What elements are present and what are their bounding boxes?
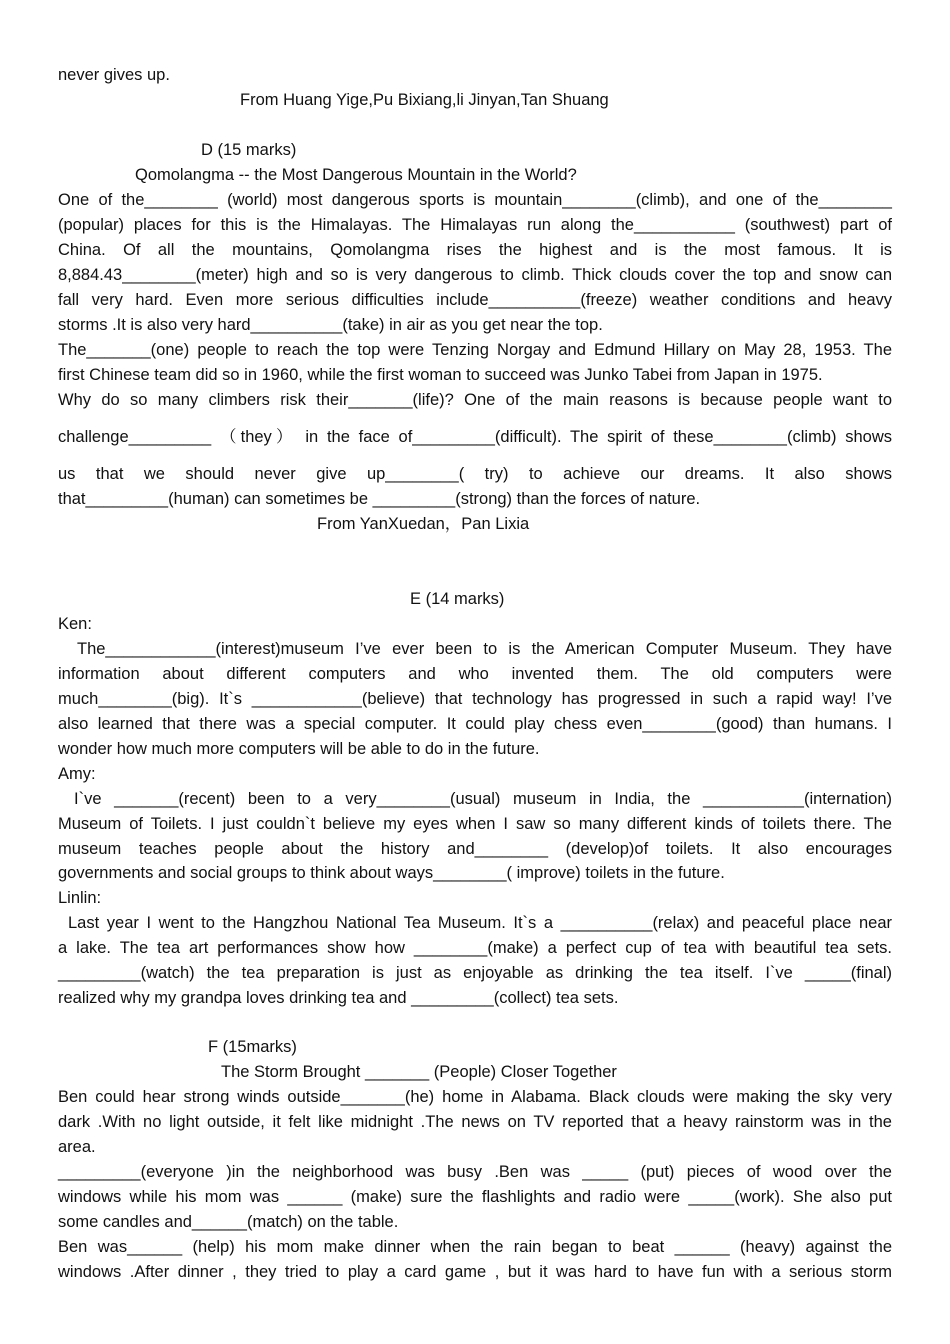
section-d-line: Why do so many climbers risk their_______(life)? One of the main reasons is because people want to (58, 391, 892, 409)
section-d-line: The_______(one) people to reach the top were Tenzing Norgay and Edmund Hillary on May 28, 1953. The (58, 341, 892, 359)
section-d-line: (popular) places for this is the Himalayas. The Himalayas run along the___________ (southwest) part of (58, 216, 892, 234)
section-f-line: dark .With no light outside, it felt like midnight .The news on TV reported that a heavy rainstorm was in the (58, 1113, 892, 1131)
section-f-line: Ben could hear strong winds outside_______(he) home in Alabama. Black clouds were making the sky very (58, 1088, 892, 1106)
section-d-line: One of the________ (world) most dangerous sports is mountain________(climb), and one of the________ (58, 191, 892, 209)
section-f-line: windows while his mom was ______ (make) sure the flashlights and radio were _____(work). She also put (58, 1188, 892, 1206)
section-d-line: us that we should never give up________( try) to achieve our dreams. It also shows (58, 465, 892, 483)
section-f-line: some candles and______(match) on the table. (58, 1213, 399, 1231)
linlin-line: Last year I went to the Hangzhou National Tea Museum. It`s a __________(relax) and peaceful place near (68, 914, 892, 932)
section-f-header: F (15marks) (208, 1038, 297, 1056)
amy-line: museum teaches people about the history and________ (develop)of toilets. It also encourages (58, 840, 892, 858)
ken-label: Ken: (58, 615, 92, 633)
ken-line: also learned that there was a special computer. It could play chess even________(good) than humans. I (58, 715, 892, 733)
ken-line: much________(big). It`s ____________(believe) that technology has progressed in such a rapid way! I’ve (58, 690, 892, 708)
ken-line: wonder how much more computers will be able to do in the future. (58, 740, 540, 758)
section-d-line: storms .It is also very hard__________(take) in air as you get near the top. (58, 316, 603, 334)
linlin-line: _________(watch) the tea preparation is just as enjoyable as drinking the tea itself. I`ve _____(final) (58, 964, 892, 982)
section-d-credit: From YanXuedan，Pan Lixia (317, 515, 530, 533)
amy-line: governments and social groups to think about ways________( improve) toilets in the future. (58, 864, 725, 882)
section-d-line: 8,884.43________(meter) high and so is very dangerous to climb. Thick clouds cover the top and snow can (58, 266, 892, 284)
section-f-line: Ben was______ (help) his mom make dinner when the rain began to beat ______ (heavy) against the (58, 1238, 892, 1256)
section-d-line: first Chinese team did so in 1960, while the first woman to succeed was Junko Tabei from Japan in 1975. (58, 366, 823, 384)
intro-line: never gives up. (58, 66, 170, 84)
linlin-line: a lake. The tea art performances show how ________(make) a perfect cup of tea with beautiful tea sets. (58, 939, 892, 957)
section-f-line: _________(everyone )in the neighborhood was busy .Ben was _____ (put) pieces of wood over the (58, 1163, 892, 1181)
linlin-line: realized why my grandpa loves drinking tea and _________(collect) tea sets. (58, 989, 619, 1007)
section-f-line: area. (58, 1138, 96, 1156)
section-d-header: D (15 marks) (201, 141, 297, 159)
section-d-line: that_________(human) can sometimes be _________(strong) than the forces of nature. (58, 490, 701, 508)
linlin-label: Linlin: (58, 889, 102, 907)
section-f-title: The Storm Brought _______ (People) Closer Together (221, 1063, 617, 1081)
section-d-line: fall very hard. Even more serious difficulties include__________(freeze) weather conditions and heavy (58, 291, 892, 309)
ken-line: information about different computers and who invented them. The old computers were (58, 665, 892, 683)
amy-line: I`ve _______(recent) been to a very________(usual) museum in India, the ___________(internation) (74, 790, 892, 808)
amy-label: Amy: (58, 765, 96, 783)
amy-line: Museum of Toilets. I just couldn`t believe my eyes when I saw so many different kinds of toilets there. The (58, 815, 892, 833)
ken-line: The____________(interest)museum I’ve ever been to is the American Computer Museum. They have (77, 640, 892, 658)
section-f-line: windows .After dinner , they tried to play a card game , but it was hard to have fun with a serious storm (58, 1263, 892, 1281)
section-d-line: China. Of all the mountains, Qomolangma rises the highest and is the most famous. It is (58, 241, 892, 259)
section-e-header: E (14 marks) (410, 590, 505, 608)
intro-credit: From Huang Yige,Pu Bixiang,li Jinyan,Tan Shuang (240, 91, 609, 109)
section-d-line: challenge_________ （they） in the face of_________(difficult). The spirit of these________(climb) shows (58, 428, 892, 446)
section-d-title: Qomolangma -- the Most Dangerous Mountain in the World? (135, 166, 577, 184)
